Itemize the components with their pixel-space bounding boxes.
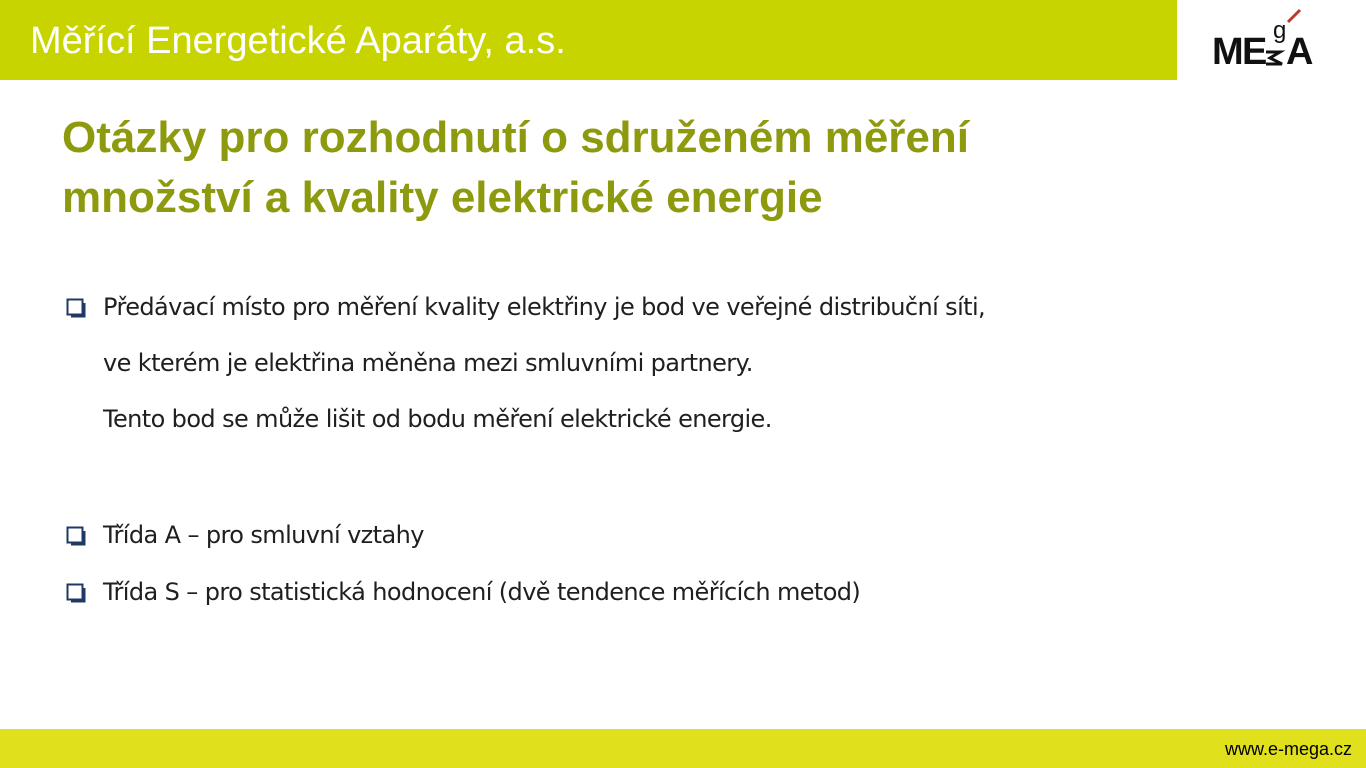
checkbox-icon — [66, 526, 86, 546]
title-line-2: množství a kvality elektrické energie — [62, 173, 823, 222]
bullet-text: Třída S – pro statistická hodnocení (dvě tendence měřících metod) — [103, 578, 861, 606]
checkbox-icon — [66, 298, 86, 318]
mega-logo — [1210, 8, 1322, 72]
slide-title — [62, 108, 1262, 228]
title-line-1: Otázky pro rozhodnutí o sdruženém měření — [62, 113, 970, 162]
company-name: Měřící Energetické Aparáty, a.s. — [30, 20, 566, 62]
bullet-text: Předávací místo pro měření kvality elektřiny je bod ve veřejné distribuční síti, — [103, 293, 986, 321]
footer-bar — [0, 729, 1366, 768]
svg-text:E: E — [1242, 31, 1268, 72]
checkbox-icon — [66, 583, 86, 603]
svg-text:A: A — [1286, 31, 1314, 72]
header-bar — [0, 0, 1177, 80]
bullet-text: Tento bod se může lišit od bodu měření elektrické energie. — [103, 405, 772, 433]
website-link[interactable]: www.e-mega.cz — [1224, 739, 1352, 759]
bullet-text: Třída A – pro smluvní vztahy — [103, 521, 424, 549]
svg-text:M: M — [1212, 31, 1242, 72]
logo-superscript: g — [1273, 17, 1287, 44]
bullet-text: ve kterém je elektřina měněna mezi smluvními partnery. — [103, 349, 753, 377]
